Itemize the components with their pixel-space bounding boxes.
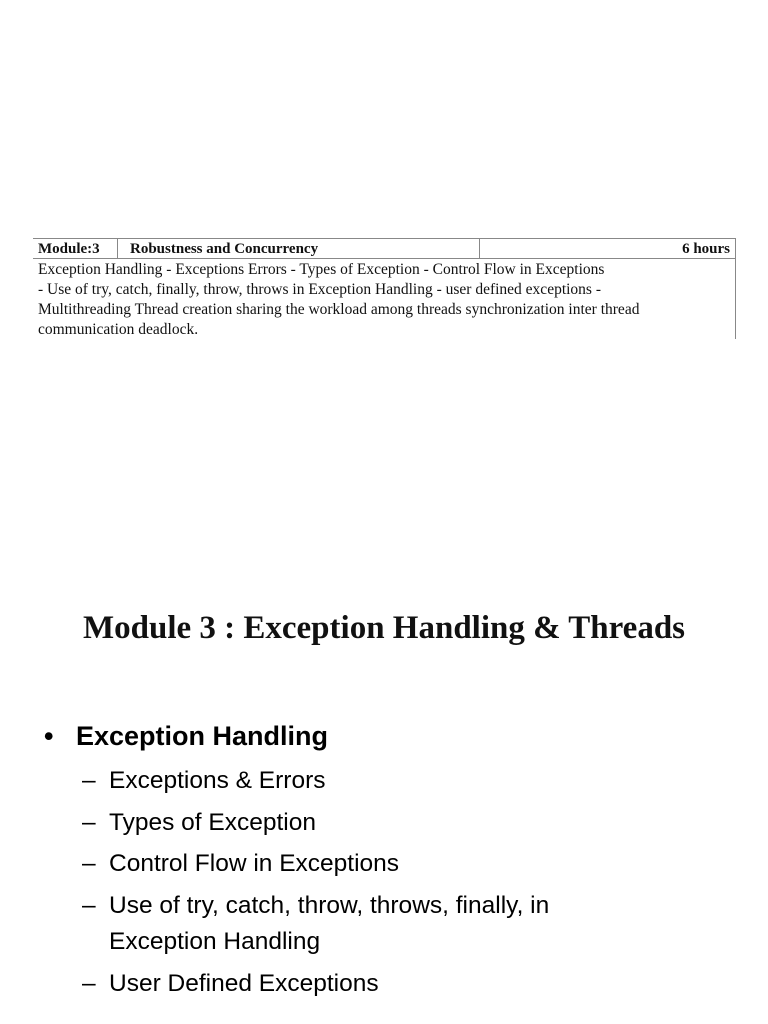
- dash-icon: –: [82, 970, 96, 997]
- sub-item-label: Control Flow in Exceptions: [109, 850, 400, 877]
- dash-icon: –: [82, 809, 96, 836]
- syllabus-line: - Use of try, catch, finally, throw, throws in Exception Handling - user defined exceptions -: [38, 281, 602, 298]
- module-hours-cell: 6 hours: [682, 241, 730, 257]
- syllabus-line: communication deadlock.: [38, 321, 199, 338]
- sub-item-label: Exceptions & Errors: [109, 767, 326, 794]
- sub-item: [82, 966, 379, 1002]
- dash-icon: –: [82, 850, 96, 877]
- dash-icon: –: [82, 767, 96, 794]
- bullet-dot-icon: •: [44, 721, 54, 751]
- module-title-cell: Robustness and Concurrency: [118, 239, 480, 259]
- dash-icon: –: [82, 892, 96, 919]
- module-number-cell: Module:3: [33, 239, 118, 259]
- slide-title: Module 3 : Exception Handling & Threads: [82, 610, 686, 646]
- sub-item: [82, 805, 316, 841]
- syllabus-table: [33, 238, 736, 339]
- table-right-border: [735, 238, 736, 339]
- sub-item-label: User Defined Exceptions: [109, 970, 379, 997]
- sub-item-continuation: Exception Handling: [109, 928, 321, 955]
- sub-item-label: Types of Exception: [109, 809, 317, 836]
- syllabus-description: [38, 260, 730, 340]
- main-bullet: [44, 716, 328, 756]
- syllabus-header-row: [33, 238, 736, 259]
- syllabus-line: Multithreading Thread creation sharing the workload among threads synchronization inter thread: [38, 301, 640, 318]
- sub-item: [82, 846, 399, 882]
- syllabus-line: Exception Handling - Exceptions Errors - Types of Exception - Control Flow in Exceptions: [38, 261, 605, 278]
- main-bullet-label: Exception Handling: [76, 721, 329, 751]
- sub-item: [82, 763, 326, 799]
- sub-item: [82, 888, 549, 960]
- sub-item-label: Use of try, catch, throw, throws, finally, in: [109, 892, 550, 919]
